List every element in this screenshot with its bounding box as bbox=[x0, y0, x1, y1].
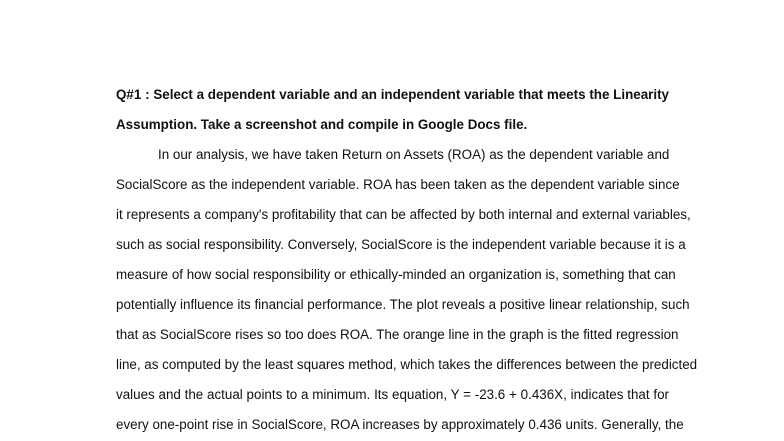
question-line-1: Q#1 : Select a dependent variable and an independent variable that meets the Linearity bbox=[116, 87, 669, 102]
paragraph-line: line, as computed by the least squares method, which takes the differences between the predicted bbox=[116, 357, 698, 372]
paragraph-line: it represents a company's profitability that can be affected by both internal and external variables, bbox=[116, 207, 691, 222]
question-line-2: Assumption. Take a screenshot and compile in Google Docs file. bbox=[116, 117, 528, 132]
paragraph-line: SocialScore as the independent variable. ROA has been taken as the dependent variable since bbox=[116, 177, 680, 192]
document-content bbox=[116, 80, 698, 440]
question-heading bbox=[116, 80, 669, 140]
paragraph-line: measure of how social responsibility or ethically-minded an organization is, something that can bbox=[116, 267, 676, 282]
paragraph-line: every one-point rise in SocialScore, ROA increases by approximately 0.436 units. Generally, the bbox=[116, 417, 684, 432]
paragraph-line: that as SocialScore rises so too does ROA. The orange line in the graph is the fitted regression bbox=[116, 327, 679, 342]
paragraph-line: such as social responsibility. Conversely, SocialScore is the independent variable because it is a bbox=[116, 237, 686, 252]
paragraph-line: values and the actual points to a minimum. Its equation, Y = -23.6 + 0.436X, indicates that for bbox=[116, 387, 669, 402]
answer-paragraph bbox=[116, 140, 698, 440]
paragraph-line: potentially influence its financial performance. The plot reveals a positive linear relationship, such bbox=[116, 297, 690, 312]
paragraph-line: In our analysis, we have taken Return on Assets (ROA) as the dependent variable and bbox=[158, 147, 670, 162]
